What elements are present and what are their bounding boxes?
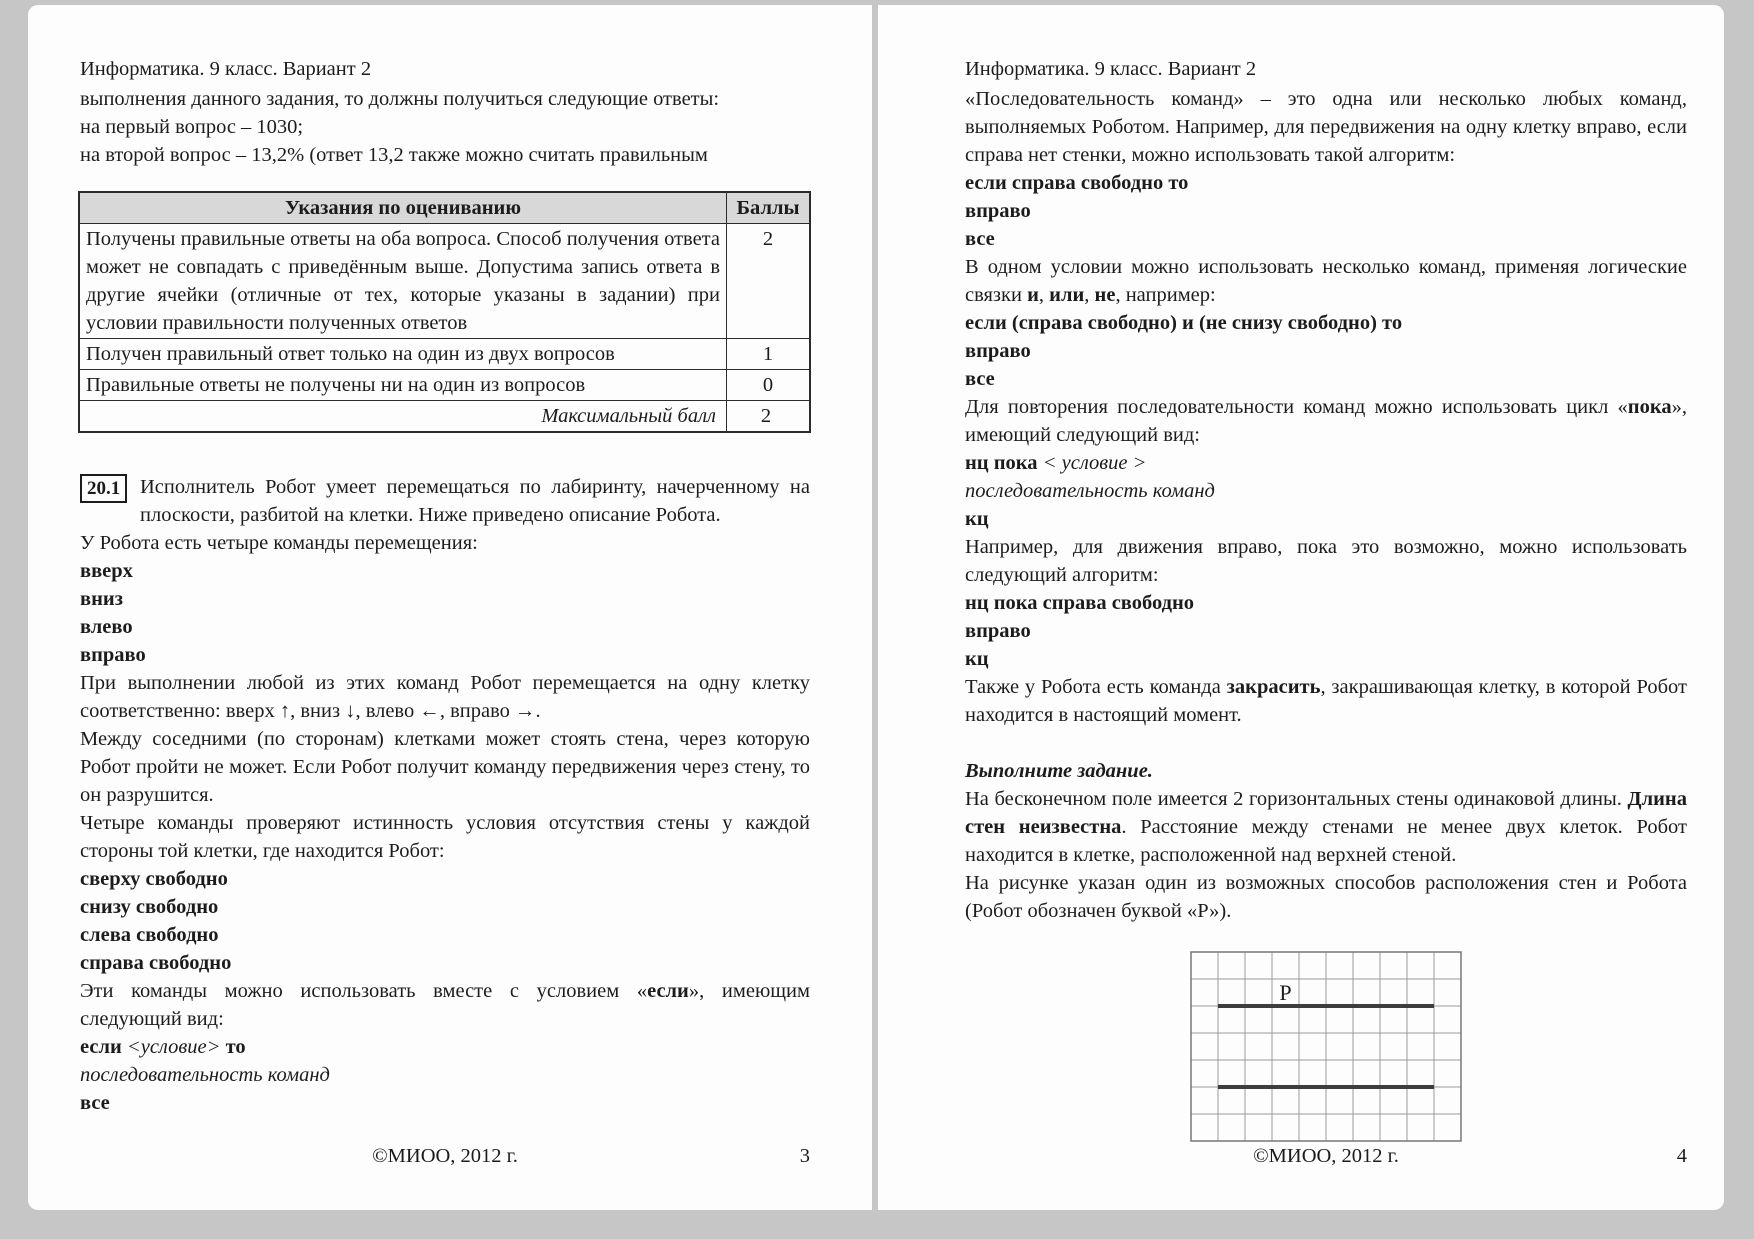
page-4 xyxy=(878,5,1724,1210)
table-row xyxy=(79,339,810,370)
paragraph: Например, для движения вправо, пока это возможно, можно использовать следующий алгоритм: xyxy=(965,536,1687,586)
document-spread xyxy=(28,5,1724,1210)
grading-table xyxy=(78,191,811,433)
intro-text xyxy=(80,85,810,169)
paragraph: последовательность команд xyxy=(80,1064,330,1086)
paragraph: На рисунке указан один из возможных способов расположения стен и Робота (Робот обозначен буквой «Р»). xyxy=(965,872,1687,922)
paragraph: все xyxy=(965,228,995,250)
task-body-text xyxy=(80,529,810,1117)
field-grid xyxy=(1190,951,1462,1142)
paragraph: вправо xyxy=(80,644,146,666)
page-3 xyxy=(28,5,872,1210)
table-row xyxy=(79,370,810,401)
paragraph: если (справа свободно) и (не снизу свободно) то xyxy=(965,312,1403,334)
page-header: Информатика. 9 класс. Вариант 2 xyxy=(965,58,1257,80)
paragraph: На бесконечном поле имеется 2 горизонтальных стены одинаковой длины. Длина стен неизвестна. Расстояние между стенами не менее двух клеток. Робот находится в клетке, расположенной над верхней стеной. xyxy=(965,788,1687,866)
paragraph: нц пока < условие > xyxy=(965,452,1147,474)
criteria-cell: Правильные ответы не получены ни на один из вопросов xyxy=(79,370,727,401)
score-cell: 0 xyxy=(727,370,811,401)
paragraph: последовательность команд xyxy=(965,480,1215,502)
page-number: 3 xyxy=(799,1145,810,1167)
score-cell: 2 xyxy=(727,224,811,339)
paragraph: на первый вопрос – 1030; xyxy=(80,116,304,138)
paragraph: «Последовательность команд» – это одна или несколько любых команд, выполняемых Роботом. Например, для передвижения на одну клетку вправо, если справа нет стенки, можно использовать такой алгоритм: xyxy=(965,88,1687,166)
task-intro-text: Исполнитель Робот умеет перемещаться по лабиринту, начерченному на плоскости, разбитой на клетки. Ниже приведено описание Робота. xyxy=(140,476,810,526)
paragraph: справа свободно xyxy=(80,952,232,974)
paragraph: вправо xyxy=(965,340,1031,362)
paragraph: выполнения данного задания, то должны получиться следующие ответы: xyxy=(80,88,720,110)
copyright-text: ©МИОО, 2012 г. xyxy=(372,1145,518,1167)
robot-field-figure xyxy=(1190,951,1462,1150)
max-score-label: Максимальный балл xyxy=(79,401,727,433)
paragraph: Между соседними (по сторонам) клетками может стоять стена, через которую Робот пройти не может. Если Робот получит команду передвижения через стену, то он разрушится. xyxy=(80,728,810,806)
score-cell: 1 xyxy=(727,339,811,370)
page-footer xyxy=(80,1142,810,1170)
spacer xyxy=(965,729,1687,757)
paragraph: В одном условии можно использовать несколько команд, применяя логические связки и, или, не, например: xyxy=(965,256,1687,306)
task-number-container xyxy=(80,473,140,529)
table-row xyxy=(79,224,810,339)
paragraph: кц xyxy=(965,508,989,530)
paragraph: кц xyxy=(965,648,989,670)
page-footer xyxy=(965,1142,1687,1170)
paragraph: снизу свободно xyxy=(80,896,219,918)
grading-points-header: Баллы xyxy=(727,192,811,224)
task-first-paragraph xyxy=(80,473,810,529)
paragraph: Также у Робота есть команда закрасить, закрашивающая клетку, в которой Робот находится в настоящий момент. xyxy=(965,676,1687,726)
paragraph: нц пока справа свободно xyxy=(965,592,1195,614)
paragraph: вправо xyxy=(965,620,1031,642)
paragraph: если справа свободно то xyxy=(965,172,1189,194)
copyright-text: ©МИОО, 2012 г. xyxy=(1253,1145,1399,1167)
paragraph: Выполните задание. xyxy=(965,760,1153,782)
paragraph: влево xyxy=(80,616,133,638)
paragraph: все xyxy=(80,1092,110,1114)
task-number-badge: 20.1 xyxy=(80,474,127,503)
paragraph: вверх xyxy=(80,560,133,582)
paragraph: все xyxy=(965,368,995,390)
task-20-1 xyxy=(80,473,810,1117)
page-number: 4 xyxy=(1676,1145,1687,1167)
paragraph: У Робота есть четыре команды перемещения: xyxy=(80,532,478,554)
grading-table-header-row xyxy=(79,192,810,224)
page-body-text xyxy=(965,85,1687,925)
paragraph: вправо xyxy=(965,200,1031,222)
paragraph: При выполнении любой из этих команд Робот перемещается на одну клетку соответственно: вверх ↑, вниз ↓, влево ←, вправо →. xyxy=(80,672,810,722)
page-header: Информатика. 9 класс. Вариант 2 xyxy=(80,58,372,80)
paragraph: слева свободно xyxy=(80,924,219,946)
paragraph: вниз xyxy=(80,588,123,610)
paragraph: Эти команды можно использовать вместе с условием «если», имеющим следующий вид: xyxy=(80,980,810,1030)
paragraph: Для повторения последовательности команд можно использовать цикл «пока», имеющий следующий вид: xyxy=(965,396,1687,446)
max-score-value: 2 xyxy=(727,401,811,433)
robot-label: Р xyxy=(1279,980,1292,1005)
grading-criteria-header: Указания по оцениванию xyxy=(79,192,727,224)
paragraph: на второй вопрос – 13,2% (ответ 13,2 также можно считать правильным xyxy=(80,144,708,166)
criteria-cell: Получен правильный ответ только на один из двух вопросов xyxy=(79,339,727,370)
paragraph: Четыре команды проверяют истинность условия отсутствия стены у каждой стороны той клетки, где находится Робот: xyxy=(80,812,810,862)
paragraph: если <условие> то xyxy=(80,1036,246,1058)
criteria-cell: Получены правильные ответы на оба вопроса. Способ получения ответа может не совпадать с приведённым выше. Допустима запись ответа в другие ячейки (отличные от тех, которые указаны в задании) при условии правильности полученных ответов xyxy=(79,224,727,339)
table-total-row xyxy=(79,401,810,433)
paragraph: сверху свободно xyxy=(80,868,228,890)
